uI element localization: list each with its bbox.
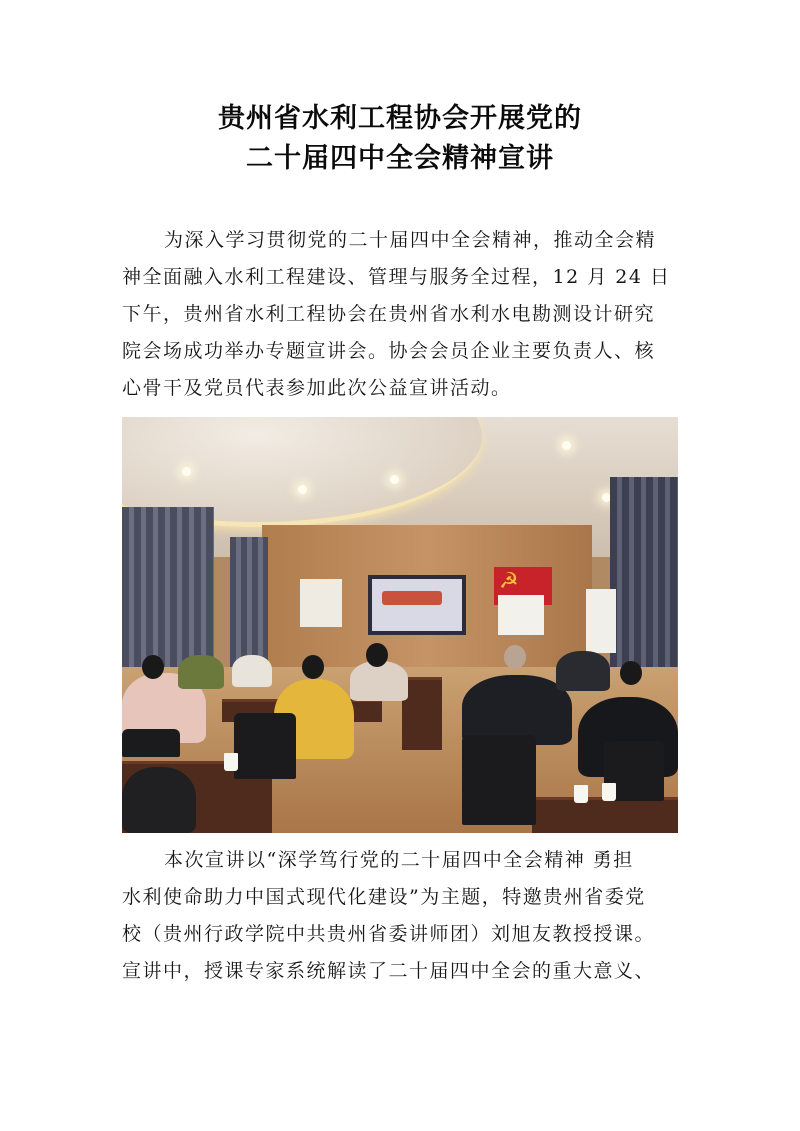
document-title-line-2: 二十届四中全会精神宣讲 — [246, 143, 554, 174]
audience-member — [556, 651, 610, 691]
ceiling-lamp — [390, 475, 399, 484]
document-title-line-1: 贵州省水利工程协会开展党的 — [218, 103, 582, 134]
lecture-hall-photo — [122, 417, 678, 833]
paper-cup — [574, 785, 588, 803]
desk — [402, 677, 442, 750]
paragraph-line: 下午，贵州省水利工程协会在贵州省水利水电勘测设计研究 — [122, 303, 656, 325]
paragraph-line: 校（贵州行政学院中共贵州省委讲师团）刘旭友教授授课。 — [122, 923, 656, 945]
paragraph-line: 宣讲中，授课专家系统解读了二十届四中全会的重大意义、 — [122, 960, 656, 982]
paragraph-line: 心骨干及党员代表参加此次公益宣讲活动。 — [122, 377, 512, 399]
paragraph-line: 院会场成功举办专题宣讲会。协会会员企业主要负责人、核 — [122, 340, 656, 362]
ceiling-lamp — [298, 485, 307, 494]
paper-cup — [224, 753, 238, 771]
whiteboard — [498, 595, 544, 635]
audience-head — [504, 645, 526, 669]
chair — [234, 713, 296, 779]
audience-member — [232, 655, 272, 687]
audience-member — [350, 661, 408, 701]
ceiling-lamp — [182, 467, 191, 476]
paper-cup — [602, 783, 616, 801]
paragraph-line: 水利使命助力中国式现代化建设”为主题，特邀贵州省委党 — [122, 886, 646, 908]
paragraph-line: 神全面融入水利工程建设、管理与服务全过程，12 月 24 日 — [122, 266, 671, 288]
audience-member — [178, 655, 224, 689]
audience-head — [366, 643, 388, 667]
audience-member — [122, 767, 196, 833]
desk — [532, 797, 678, 833]
intro-paragraph — [122, 222, 678, 407]
paragraph-line: 为深入学习贯彻党的二十届四中全会精神，推动全会精 — [164, 229, 657, 251]
wall-banner — [300, 579, 342, 627]
ceiling-lamp — [562, 441, 571, 450]
audience-head — [142, 655, 164, 679]
paragraph-line: 本次宣讲以“深学笃行党的二十届四中全会精神 勇担 — [164, 849, 634, 871]
air-conditioner — [586, 589, 616, 653]
audience-head — [620, 661, 642, 685]
chair — [462, 735, 536, 825]
chair — [122, 729, 180, 757]
audience-head — [302, 655, 324, 679]
second-paragraph — [122, 842, 678, 990]
projection-screen — [368, 575, 466, 635]
